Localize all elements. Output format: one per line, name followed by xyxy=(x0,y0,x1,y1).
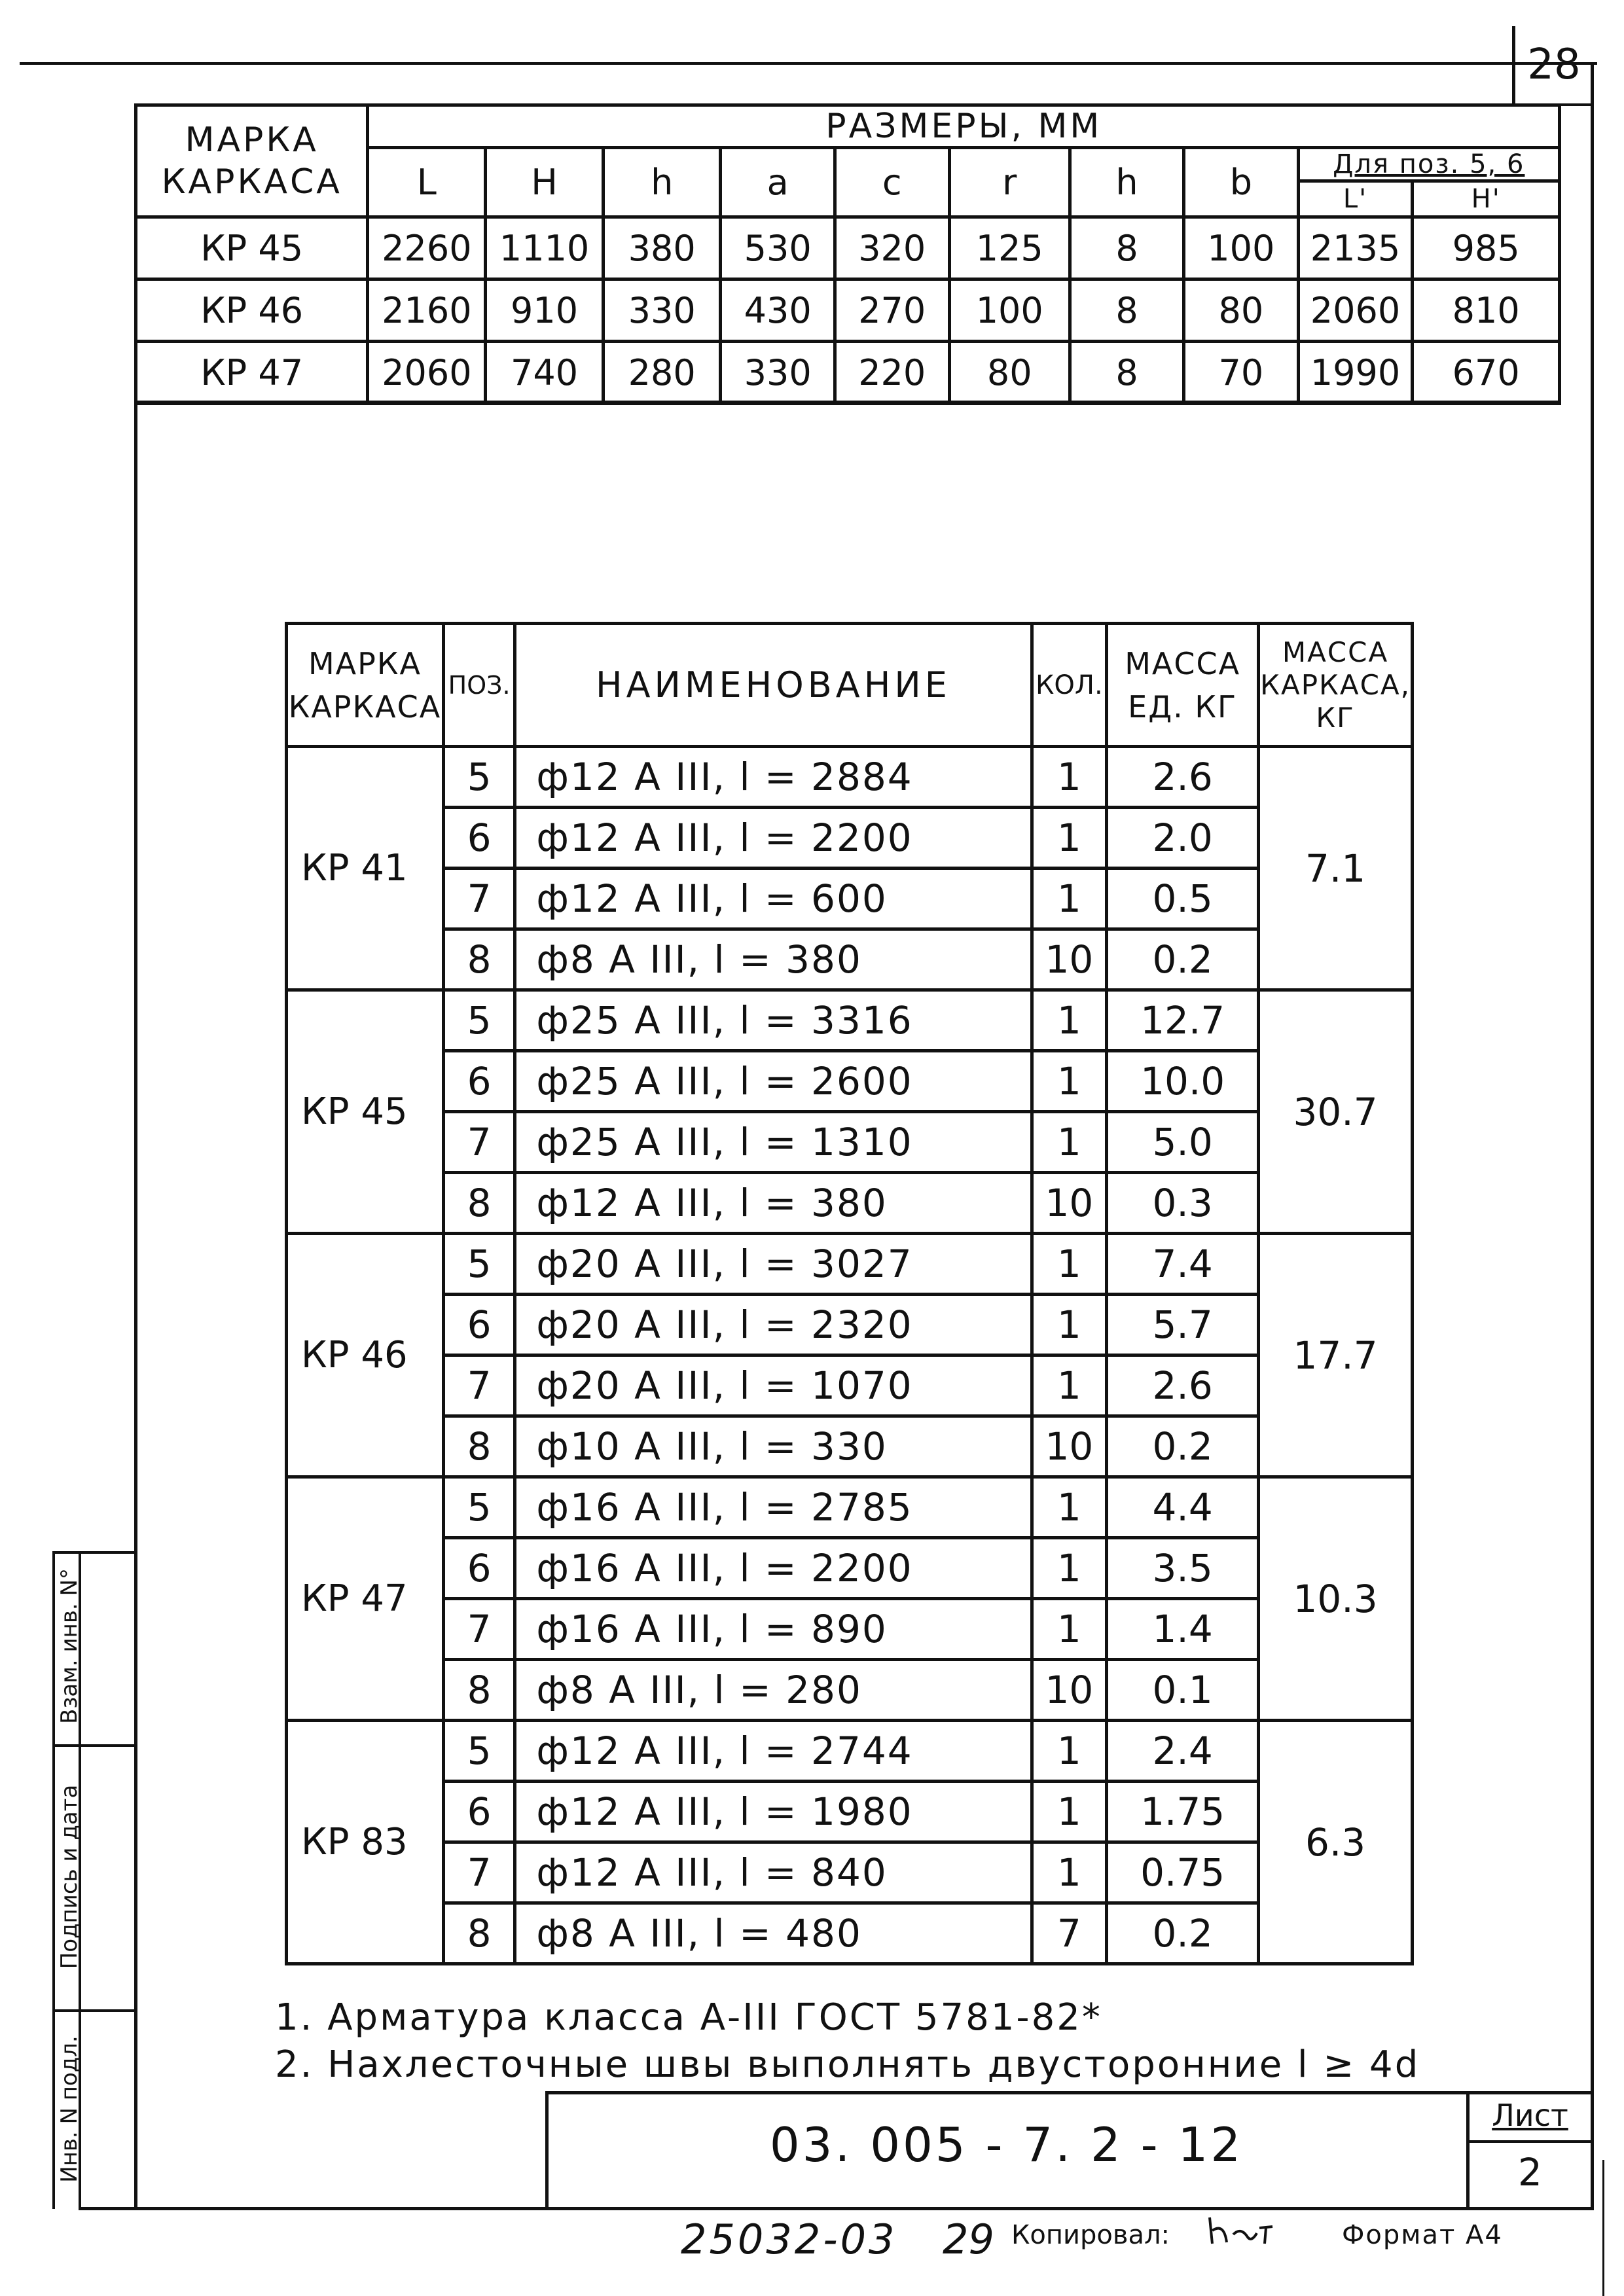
dims-col-b: b xyxy=(1184,148,1299,217)
dims-col-a: a xyxy=(721,148,835,217)
spec-row xyxy=(287,1842,1413,1903)
dims-row xyxy=(136,279,1560,342)
spec-pos: 8 xyxy=(443,1416,514,1477)
spec-row xyxy=(287,808,1413,869)
spec-name: ф25 А III, l = 3316 xyxy=(515,990,1032,1051)
dims-cell: 2160 xyxy=(368,279,486,342)
spec-mass: 0.2 xyxy=(1107,1903,1259,1964)
spec-row xyxy=(287,990,1413,1051)
spec-header-pos: ПОЗ. xyxy=(443,624,514,747)
page-number: 28 xyxy=(1527,41,1581,89)
dims-col-L-prime: L' xyxy=(1298,181,1413,217)
spec-row xyxy=(287,1355,1413,1416)
spec-pos: 8 xyxy=(443,1173,514,1234)
dims-cell: 80 xyxy=(1184,279,1299,342)
right-frame-line xyxy=(1591,62,1594,2209)
spec-group-mark: КР 46 xyxy=(287,1234,444,1477)
spec-mass: 10.0 xyxy=(1107,1051,1259,1112)
spec-qty: 1 xyxy=(1032,808,1107,869)
spec-pos: 6 xyxy=(443,1051,514,1112)
spec-mass: 0.3 xyxy=(1107,1173,1259,1234)
spec-row xyxy=(287,1477,1413,1538)
spec-qty: 10 xyxy=(1032,1173,1107,1234)
specification-table xyxy=(285,622,1414,1965)
spec-qty: 1 xyxy=(1032,1112,1107,1173)
page-number-box-left xyxy=(1512,26,1515,105)
spec-row xyxy=(287,1112,1413,1173)
dims-cell: 2060 xyxy=(368,342,486,404)
spec-name: ф16 А III, l = 2785 xyxy=(515,1477,1032,1538)
spec-group-mark: КР 83 xyxy=(287,1721,444,1964)
stamp-divider-2 xyxy=(52,2009,137,2012)
spec-mass: 0.75 xyxy=(1107,1842,1259,1903)
sheet-number: 2 xyxy=(1518,2150,1542,2195)
dims-cell: 220 xyxy=(835,342,949,404)
spec-qty: 10 xyxy=(1032,1660,1107,1721)
dims-header-mark: МАРКА КАРКАСА xyxy=(136,105,368,217)
dims-cell: 2135 xyxy=(1298,217,1413,279)
dims-cell: 270 xyxy=(835,279,949,342)
spec-header-qty: КОЛ. xyxy=(1032,624,1107,747)
dims-header-for-pos: Для поз. 5, 6 xyxy=(1298,148,1559,181)
note-1: 1. Арматура класса А-III ГОСТ 5781-82* xyxy=(275,1996,1102,2039)
spec-row xyxy=(287,1599,1413,1660)
spec-qty: 1 xyxy=(1032,1477,1107,1538)
dims-cell: 1110 xyxy=(486,217,604,279)
spec-group-mark: КР 45 xyxy=(287,990,444,1234)
spec-frame-mass: 6.3 xyxy=(1259,1721,1413,1964)
left-frame-line xyxy=(134,105,137,2209)
dims-cell: 100 xyxy=(1184,217,1299,279)
spec-mass: 2.0 xyxy=(1107,808,1259,869)
spec-mass: 3.5 xyxy=(1107,1538,1259,1599)
dims-col-h2: h xyxy=(1070,148,1183,217)
spec-mass: 2.4 xyxy=(1107,1721,1259,1782)
spec-qty: 1 xyxy=(1032,1599,1107,1660)
spec-pos: 6 xyxy=(443,1782,514,1842)
spec-row xyxy=(287,1416,1413,1477)
spec-row xyxy=(287,1721,1413,1782)
spec-name: ф20 А III, l = 2320 xyxy=(515,1295,1032,1355)
dims-header-sizes: РАЗМЕРЫ, ММ xyxy=(368,105,1560,148)
dims-cell: 810 xyxy=(1413,279,1560,342)
spec-qty: 1 xyxy=(1032,1051,1107,1112)
spec-qty: 7 xyxy=(1032,1903,1107,1964)
footer-sheet-index: 29 xyxy=(943,2215,994,2263)
spec-pos: 7 xyxy=(443,1112,514,1173)
spec-mass: 0.2 xyxy=(1107,929,1259,990)
spec-mass: 4.4 xyxy=(1107,1477,1259,1538)
stamp-replaced-inv: Взам. инв. N° xyxy=(56,1568,82,1724)
bottom-frame-line xyxy=(79,2207,1594,2210)
dims-col-H-prime: H' xyxy=(1413,181,1560,217)
dims-cell: 80 xyxy=(949,342,1070,404)
spec-pos: 6 xyxy=(443,808,514,869)
dims-cell: 2060 xyxy=(1298,279,1413,342)
spec-name: ф8 А III, l = 380 xyxy=(515,929,1032,990)
spec-row xyxy=(287,1295,1413,1355)
spec-name: ф8 А III, l = 280 xyxy=(515,1660,1032,1721)
title-block-left xyxy=(545,2091,549,2209)
spec-pos: 6 xyxy=(443,1295,514,1355)
spec-pos: 7 xyxy=(443,1842,514,1903)
spec-name: ф12 А III, l = 2884 xyxy=(515,747,1032,808)
dims-cell: 70 xyxy=(1184,342,1299,404)
spec-row xyxy=(287,1660,1413,1721)
dims-cell: 8 xyxy=(1070,342,1183,404)
dims-row xyxy=(136,217,1560,279)
spec-row xyxy=(287,747,1413,808)
spec-name: ф8 А III, l = 480 xyxy=(515,1903,1032,1964)
spec-name: ф10 А III, l = 330 xyxy=(515,1416,1032,1477)
spec-pos: 8 xyxy=(443,929,514,990)
dims-cell: 125 xyxy=(949,217,1070,279)
spec-name: ф25 А III, l = 1310 xyxy=(515,1112,1032,1173)
spec-frame-mass: 17.7 xyxy=(1259,1234,1413,1477)
dims-cell: 330 xyxy=(721,342,835,404)
stamp-signature-date: Подпись и дата xyxy=(56,1784,82,1969)
spec-header-unit-mass: МАССА ЕД. КГ xyxy=(1107,624,1259,747)
spec-qty: 1 xyxy=(1032,1721,1107,1782)
dims-mark: КР 45 xyxy=(136,217,368,279)
dims-cell: 1990 xyxy=(1298,342,1413,404)
spec-mass: 7.4 xyxy=(1107,1234,1259,1295)
sheet-label: Лист xyxy=(1492,2098,1568,2133)
dims-cell: 985 xyxy=(1413,217,1560,279)
dims-cell: 8 xyxy=(1070,279,1183,342)
dims-cell: 380 xyxy=(603,217,721,279)
spec-qty: 1 xyxy=(1032,869,1107,929)
note-2: 2. Нахлесточные швы выполнять двусторонние l ≥ 4d xyxy=(275,2043,1420,2086)
spec-header-frame-mass: МАССА КАРКАСА, КГ xyxy=(1259,624,1413,747)
spec-qty: 1 xyxy=(1032,1842,1107,1903)
dims-cell: 320 xyxy=(835,217,949,279)
spec-qty: 10 xyxy=(1032,929,1107,990)
spec-name: ф12 А III, l = 2744 xyxy=(515,1721,1032,1782)
spec-row xyxy=(287,929,1413,990)
spec-name: ф16 А III, l = 2200 xyxy=(515,1538,1032,1599)
spec-row xyxy=(287,1538,1413,1599)
dims-col-L: L xyxy=(368,148,486,217)
dims-col-c: c xyxy=(835,148,949,217)
spec-name: ф20 А III, l = 1070 xyxy=(515,1355,1032,1416)
spec-frame-mass: 30.7 xyxy=(1259,990,1413,1234)
spec-qty: 1 xyxy=(1032,1234,1107,1295)
top-border-line xyxy=(20,62,1597,65)
spec-pos: 6 xyxy=(443,1538,514,1599)
spec-mass: 0.1 xyxy=(1107,1660,1259,1721)
spec-mass: 5.0 xyxy=(1107,1112,1259,1173)
footer-copied-label: Копировал: xyxy=(1011,2220,1170,2250)
spec-mass: 1.75 xyxy=(1107,1782,1259,1842)
dims-cell: 910 xyxy=(486,279,604,342)
dims-col-r: r xyxy=(949,148,1070,217)
spec-mass: 1.4 xyxy=(1107,1599,1259,1660)
spec-name: ф25 А III, l = 2600 xyxy=(515,1051,1032,1112)
copied-signature xyxy=(1204,2211,1276,2250)
spec-header-mark: МАРКА КАРКАСА xyxy=(287,624,444,747)
spec-row xyxy=(287,1234,1413,1295)
spec-group-mark: КР 47 xyxy=(287,1477,444,1721)
spec-pos: 7 xyxy=(443,869,514,929)
dims-mark: КР 46 xyxy=(136,279,368,342)
spec-header-name: НАИМЕНОВАНИЕ xyxy=(515,624,1032,747)
dims-cell: 2260 xyxy=(368,217,486,279)
dims-table-bottom-extension xyxy=(134,401,1561,404)
spec-pos: 5 xyxy=(443,1477,514,1538)
spec-mass: 12.7 xyxy=(1107,990,1259,1051)
spec-name: ф12 А III, l = 840 xyxy=(515,1842,1032,1903)
spec-row xyxy=(287,1903,1413,1964)
spec-mass: 0.2 xyxy=(1107,1416,1259,1477)
spec-name: ф20 А III, l = 3027 xyxy=(515,1234,1032,1295)
dims-cell: 670 xyxy=(1413,342,1560,404)
document-code: 03. 005 - 7. 2 - 12 xyxy=(769,2117,1244,2172)
dims-cell: 530 xyxy=(721,217,835,279)
spec-qty: 1 xyxy=(1032,1295,1107,1355)
spec-row xyxy=(287,1782,1413,1842)
spec-pos: 5 xyxy=(443,1721,514,1782)
spec-pos: 5 xyxy=(443,747,514,808)
dims-table-right-extension xyxy=(1558,103,1561,404)
dims-cell: 430 xyxy=(721,279,835,342)
spec-pos: 8 xyxy=(443,1660,514,1721)
spec-group-mark: КР 41 xyxy=(287,747,444,990)
spec-name: ф12 А III, l = 2200 xyxy=(515,808,1032,869)
spec-qty: 1 xyxy=(1032,747,1107,808)
spec-qty: 1 xyxy=(1032,1355,1107,1416)
spec-pos: 7 xyxy=(443,1355,514,1416)
dims-col-H: H xyxy=(486,148,604,217)
spec-row xyxy=(287,1051,1413,1112)
right-edge-line xyxy=(1602,2160,1604,2296)
spec-row xyxy=(287,869,1413,929)
spec-mass: 2.6 xyxy=(1107,747,1259,808)
dims-mark: КР 47 xyxy=(136,342,368,404)
spec-name: ф16 А III, l = 890 xyxy=(515,1599,1032,1660)
title-block-sheet-label-divider xyxy=(1466,2140,1594,2143)
spec-qty: 1 xyxy=(1032,1782,1107,1842)
dims-cell: 8 xyxy=(1070,217,1183,279)
dims-cell: 280 xyxy=(603,342,721,404)
spec-pos: 8 xyxy=(443,1903,514,1964)
dims-cell: 740 xyxy=(486,342,604,404)
stamp-inv-original: Инв. N подл. xyxy=(56,2036,82,2183)
spec-row xyxy=(287,1173,1413,1234)
dims-cell: 330 xyxy=(603,279,721,342)
spec-pos: 5 xyxy=(443,1234,514,1295)
spec-qty: 1 xyxy=(1032,990,1107,1051)
title-block-top xyxy=(547,2091,1594,2094)
spec-qty: 10 xyxy=(1032,1416,1107,1477)
spec-mass: 5.7 xyxy=(1107,1295,1259,1355)
stamp-left-inner xyxy=(52,1551,55,2209)
spec-mass: 2.6 xyxy=(1107,1355,1259,1416)
spec-pos: 5 xyxy=(443,990,514,1051)
footer-format-label: Формат А4 xyxy=(1342,2220,1503,2250)
spec-name: ф12 А III, l = 1980 xyxy=(515,1782,1032,1842)
spec-mass: 0.5 xyxy=(1107,869,1259,929)
spec-name: ф12 А III, l = 600 xyxy=(515,869,1032,929)
dims-row xyxy=(136,342,1560,404)
spec-name: ф12 А III, l = 380 xyxy=(515,1173,1032,1234)
footer-order-number: 25032-03 xyxy=(681,2215,897,2263)
spec-frame-mass: 10.3 xyxy=(1259,1477,1413,1721)
spec-frame-mass: 7.1 xyxy=(1259,747,1413,990)
spec-pos: 7 xyxy=(443,1599,514,1660)
dims-cell: 100 xyxy=(949,279,1070,342)
spec-qty: 1 xyxy=(1032,1538,1107,1599)
dimensions-table xyxy=(134,103,1561,405)
stamp-divider-1 xyxy=(52,1744,137,1747)
dims-col-h: h xyxy=(603,148,721,217)
